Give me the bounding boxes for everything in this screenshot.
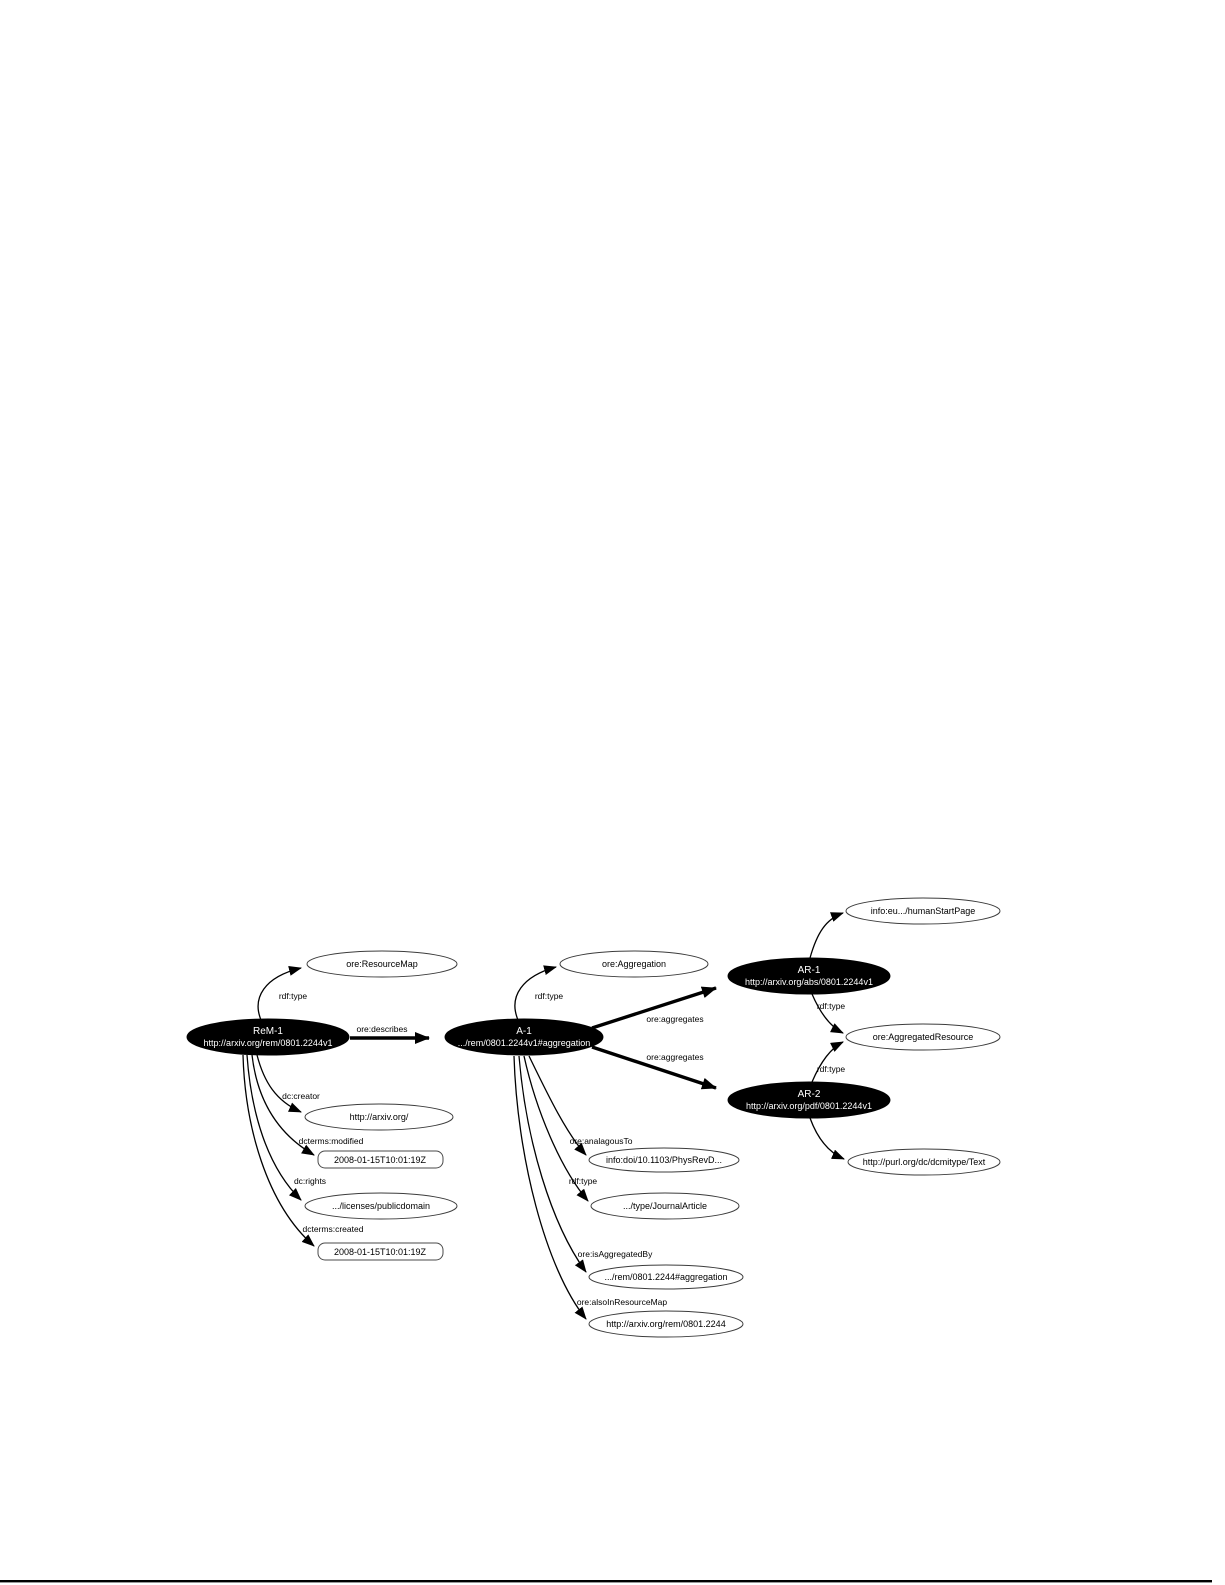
edge-analagousto-label: ore:analagousTo — [569, 1136, 633, 1146]
node-ar1 — [728, 958, 890, 994]
edge-alsoinresourcemap — [514, 1056, 586, 1319]
edge-ar2-dcmitypetext — [810, 1118, 844, 1159]
node-rem-aggregation-label: .../rem/0801.2244#aggregation — [604, 1272, 728, 1282]
edge-aggregates-1-label: ore:aggregates — [646, 1014, 704, 1024]
edge-alsoinresourcemap-label: ore:alsoInResourceMap — [576, 1297, 668, 1307]
node-modified-literal — [318, 1151, 443, 1168]
node-human-start-page-label: info:eu.../humanStartPage — [870, 906, 976, 916]
node-rem1-ellipse — [187, 1019, 349, 1055]
edge-rem1-rdftype-label: rdf:type — [278, 991, 308, 1001]
node-arxiv-org — [305, 1104, 453, 1130]
edge-ar2-rdftype-label: rdf:type — [816, 1064, 846, 1074]
node-a1 — [445, 1019, 603, 1055]
node-aggregated-resource — [846, 1024, 1000, 1050]
node-dcmitype-text — [848, 1149, 1000, 1175]
node-a1-ellipse — [445, 1019, 603, 1055]
node-created-literal-label: 2008-01-15T10:01:19Z — [333, 1247, 427, 1257]
node-rem-0801 — [589, 1311, 743, 1337]
node-ar2-uri: http://arxiv.org/pdf/0801.2244v1 — [746, 1101, 872, 1111]
edge-a1-rdftype-label: rdf:type — [534, 991, 564, 1001]
node-ar1-ellipse — [728, 958, 890, 994]
node-rem1-uri: http://arxiv.org/rem/0801.2244v1 — [203, 1038, 333, 1048]
node-resource-map — [307, 951, 457, 977]
node-a1-title: A-1 — [516, 1026, 532, 1037]
node-journal-article — [591, 1193, 739, 1219]
edge-created — [243, 1055, 314, 1246]
node-arxiv-org-label: http://arxiv.org/ — [349, 1112, 409, 1122]
node-public-domain-label: .../licenses/publicdomain — [331, 1201, 431, 1211]
edge-ar1-rdftype-label: rdf:type — [816, 1001, 846, 1011]
node-aggregation-label: ore:Aggregation — [601, 959, 667, 969]
node-a1-uri: .../rem/0801.2244v1#aggregation — [457, 1038, 591, 1048]
node-rem-aggregation — [589, 1265, 743, 1289]
node-created-literal — [318, 1243, 443, 1260]
edge-rights — [247, 1055, 301, 1200]
edge-modified-label: dcterms:modified — [298, 1136, 364, 1146]
node-ar1-title: AR-1 — [797, 965, 821, 976]
node-dcmitype-text-label: http://purl.org/dc/dcmitype/Text — [862, 1157, 986, 1167]
edge-ar1-humanstartpage — [810, 913, 843, 958]
edge-a1-article-rdftype-label: rdf:type — [568, 1176, 598, 1186]
node-aggregation — [560, 951, 708, 977]
node-public-domain — [305, 1193, 457, 1219]
node-rem1 — [187, 1019, 349, 1055]
edge-describes-label: ore:describes — [356, 1024, 408, 1034]
node-phys-rev-doi — [589, 1148, 739, 1172]
edge-ar1-rdftype — [812, 994, 843, 1033]
node-rem1-title: ReM-1 — [252, 1026, 284, 1037]
edge-rights-label: dc:rights — [293, 1176, 327, 1186]
node-ar1-uri: http://arxiv.org/abs/0801.2244v1 — [745, 977, 873, 987]
edge-creator — [257, 1055, 301, 1112]
node-phys-rev-doi-label: info:doi/10.1103/PhysRevD... — [606, 1155, 722, 1165]
edge-created-label: dcterms:created — [302, 1224, 364, 1234]
edge-isaggregatedby — [519, 1056, 586, 1272]
edge-aggregates-2-label: ore:aggregates — [646, 1052, 704, 1062]
node-ar2-ellipse — [728, 1082, 890, 1118]
node-aggregated-resource-label: ore:AggregatedResource — [872, 1032, 974, 1042]
node-journal-article-label: .../type/JournalArticle — [622, 1201, 708, 1211]
footer-rule — [0, 1580, 1212, 1582]
node-modified-literal-label: 2008-01-15T10:01:19Z — [333, 1155, 427, 1165]
edge-isaggregatedby-label: ore:isAggregatedBy — [577, 1249, 653, 1259]
edge-ar2-rdftype — [812, 1042, 843, 1082]
node-human-start-page — [846, 898, 1000, 924]
node-ar2-title: AR-2 — [797, 1089, 821, 1100]
node-resource-map-label: ore:ResourceMap — [346, 959, 418, 969]
node-ar2 — [728, 1082, 890, 1118]
node-rem-0801-label: http://arxiv.org/rem/0801.2244 — [606, 1319, 726, 1329]
edge-creator-label: dc:creator — [282, 1091, 320, 1101]
